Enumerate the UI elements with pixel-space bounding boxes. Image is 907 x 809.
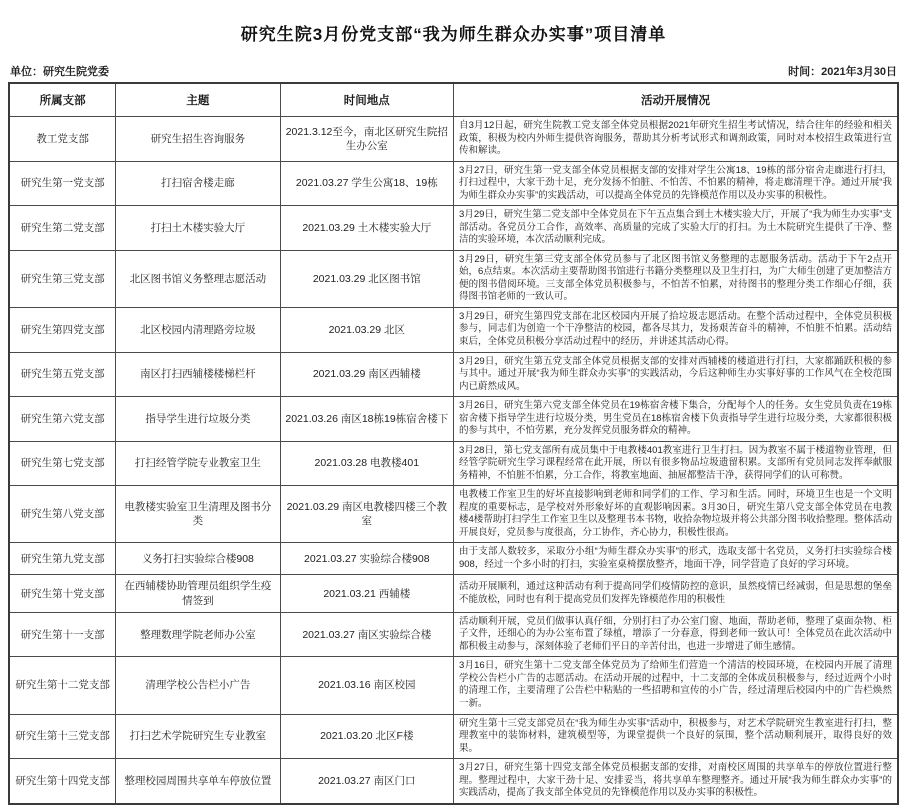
theme-cell: 整理校园周围共享单车停放位置 <box>116 759 280 804</box>
theme-cell: 电教楼实验室卫生清理及图书分类 <box>116 486 280 543</box>
time-place-cell: 2021.03.29 南区西辅楼 <box>280 352 453 397</box>
table-row <box>9 161 898 206</box>
table-row <box>9 397 898 442</box>
table-header-row <box>9 83 898 117</box>
details-cell: 活动顺利开展，党员们做事认真仔细，分别打扫了办公室门窗、地面，帮助老师，整理了桌面杂物、柜子文件，还细心的为办公室布置了绿植，增添了一分春意，得到老师一致认可！全体党员在此次活动中都积极主动参与，深刻体验了老师们平日的辛苦付出，也进一步增进了师生感情。 <box>453 612 898 657</box>
time-place-cell: 2021.03.16 南区校园 <box>280 657 453 714</box>
details-cell: 3月16日，研究生第十二党支部全体党员为了给师生们营造一个清洁的校园环境，在校园内开展了清理学校公告栏小广告的志愿活动。在活动开展的过程中，十二支部的全体成员积极参与，经过近两个小时的清理工作，主要清理了公告栏中粘贴的一些招聘和宣传的小广告，经过清理后校园内中的广告栏焕然一新。 <box>453 657 898 714</box>
details-cell: 3月27日，研究生第一党支部全体党员根据支部的安排对学生公寓18、19栋的部分宿舍走廊进行打扫，打扫过程中，大家干劲十足，充分发扬不怕脏、不怕苦、不怕累的精神，将走廊清理干净。通过开展“我为师生群众办实事”的实践活动，可以提高全体党员的先锋模范作用以及办实事的积极性。 <box>453 161 898 206</box>
details-cell: 3月28日，第七党支部所有成员集中于电教楼401教室进行卫生打扫。因为教室不属于楼道物业管理，但经管学院研究生学习课程经常在此开展，所以有很多物品垃圾遗留积累。支部所有党员同志发挥奉献服务精神，不怕脏不怕累，分工合作，将教室地面、抽屉都整洁干净，获得同学们的认可称赞。 <box>453 441 898 486</box>
branch-cell: 研究生第十三党支部 <box>9 714 116 759</box>
header-details: 活动开展情况 <box>453 83 898 117</box>
time-place-cell: 2021.3.12至今，南北区研究生院招生办公室 <box>280 117 453 162</box>
branch-cell: 研究生第三党支部 <box>9 250 116 307</box>
details-cell: 活动开展顺利，通过这种活动有利于提高同学们疫情防控的意识，虽然疫情已经减弱，但是思想的堡垒不能放松，同时也有利于提高党员们发挥先锋模范作用的积极性 <box>453 575 898 612</box>
time-place-cell: 2021.03.29 北区 <box>280 307 453 352</box>
time-place-cell: 2021.03.20 北区F楼 <box>280 714 453 759</box>
branch-cell: 研究生第一党支部 <box>9 161 116 206</box>
time-place-cell: 2021.03.26 南区18栋19栋宿舍楼下 <box>280 397 453 442</box>
meta-row <box>8 63 899 82</box>
time-place-cell: 2021.03.27 南区实验综合楼 <box>280 612 453 657</box>
time-place-cell: 2021.03.21 西辅楼 <box>280 575 453 612</box>
branch-cell: 研究生第六党支部 <box>9 397 116 442</box>
branch-cell: 研究生第十党支部 <box>9 575 116 612</box>
theme-cell: 义务打扫实验综合楼908 <box>116 543 280 575</box>
table-row <box>9 657 898 714</box>
time-place-cell: 2021.03.27 南区门口 <box>280 759 453 804</box>
table-row <box>9 612 898 657</box>
theme-cell: 整理数理学院老师办公室 <box>116 612 280 657</box>
time-place-cell: 2021.03.29 北区图书馆 <box>280 250 453 307</box>
header-branch: 所属支部 <box>9 83 116 117</box>
table-row <box>9 441 898 486</box>
time-place-cell: 2021.03.29 土木楼实验大厅 <box>280 206 453 251</box>
details-cell: 3月29日，研究生第二党支部中全体党员在下午五点集合到土木楼实验大厅，开展了“我为师生办实事”支部活动。各党员分工合作，高效率、高质量的完成了实验大厅的打扫。为土木院研究生提供了干净、整洁的实验环境，本次活动顺利完成。 <box>453 206 898 251</box>
time-place-cell: 2021.03.27 实验综合楼908 <box>280 543 453 575</box>
details-cell: 3月29日，研究生第三党支部全体党员参与了北区图书馆义务整理的志愿服务活动。活动于下午2点开始，6点结束。本次活动主要帮助图书馆进行书籍分类整理以及卫生打扫，为广大师生创建了更加整洁方便的图书借阅环境。三支部全体党员积极参与，不怕苦不怕累，对待图书的整理分类工作细心仔细，获得图书馆老师的一致认可。 <box>453 250 898 307</box>
table-row <box>9 714 898 759</box>
page-title: 研究生院3月份党支部“我为师生群众办实事”项目清单 <box>240 25 667 44</box>
date-label: 时间：2021年3月30日 <box>788 66 897 78</box>
theme-cell: 打扫艺术学院研究生专业教室 <box>116 714 280 759</box>
branch-cell: 研究生第二党支部 <box>9 206 116 251</box>
details-cell: 研究生第十三党支部党员在“我为师生办实事”活动中，积极参与，对艺术学院研究生教室进行打扫，整理教室中的装饰材料，建筑模型等，为课堂提供一个良好的氛围，整个活动顺利展开，取得良好的效果。 <box>453 714 898 759</box>
header-theme: 主题 <box>116 83 280 117</box>
time-place-cell: 2021.03.27 学生公寓18、19栋 <box>280 161 453 206</box>
branch-cell: 研究生第十一支部 <box>9 612 116 657</box>
branch-cell: 研究生第九党支部 <box>9 543 116 575</box>
branch-cell: 研究生第十四党支部 <box>9 759 116 804</box>
table-row <box>9 575 898 612</box>
unit-label: 单位：研究生院党委 <box>10 66 109 78</box>
theme-cell: 打扫宿舍楼走廊 <box>116 161 280 206</box>
branch-cell: 研究生第八党支部 <box>9 486 116 543</box>
table-row <box>9 759 898 804</box>
table-row <box>9 250 898 307</box>
theme-cell: 研究生招生咨询服务 <box>116 117 280 162</box>
theme-cell: 指导学生进行垃圾分类 <box>116 397 280 442</box>
table-row <box>9 206 898 251</box>
project-table <box>8 82 899 805</box>
branch-cell: 教工党支部 <box>9 117 116 162</box>
details-cell: 自3月12日起，研究生院教工党支部全体党员根据2021年研究生招生考试情况，结合往年的经验和相关政策，积极为校内外师生提供咨询服务，帮助其分析考试形式和调剂政策，同时对本校招生政策进行宣传和解读。 <box>453 117 898 162</box>
theme-cell: 南区打扫西辅楼楼梯栏杆 <box>116 352 280 397</box>
table-row <box>9 352 898 397</box>
details-cell: 由于支部人数较多，采取分小组“为师生群众办实事”的形式，选取支部十名党员，义务打扫实验综合楼908，经过一个多小时的打扫，实验室桌椅摆放整齐，地面干净，同学营造了良好的学习环境。 <box>453 543 898 575</box>
branch-cell: 研究生第七党支部 <box>9 441 116 486</box>
branch-cell: 研究生第五党支部 <box>9 352 116 397</box>
time-place-cell: 2021.03.28 电教楼401 <box>280 441 453 486</box>
details-cell: 3月29日，研究生第四党支部在北区校园内开展了拾垃圾志愿活动。在整个活动过程中，全体党员积极参与，同志们为创造一个干净整洁的校园，都各尽其力，发扬艰苦奋斗的精神，不怕脏不怕累。活动结束后，全体党员积极分享活动过程中的经历，并讲述其活动心得。 <box>453 307 898 352</box>
table-row <box>9 117 898 162</box>
details-cell: 3月27日，研究生第十四党支部全体党员根据支部的安排，对南校区周围的共享单车的停放位置进行整理。整理过程中，大家干劲十足、安排妥当，将共享单车整理整齐。通过开展“我为师生群众办实事”的实践活动，提高了我支部全体党员的先锋模范作用以及办实事的积极性。 <box>453 759 898 804</box>
theme-cell: 打扫土木楼实验大厅 <box>116 206 280 251</box>
branch-cell: 研究生第四党支部 <box>9 307 116 352</box>
time-place-cell: 2021.03.29 南区电教楼四楼三个教室 <box>280 486 453 543</box>
theme-cell: 清理学校公告栏小广告 <box>116 657 280 714</box>
details-cell: 3月26日，研究生第六党支部全体党员在19栋宿舍楼下集合，分配每个人的任务。女生党员负责在19栋宿舍楼下指导学生进行垃圾分类，男生党员在18栋宿舍楼下负责指导学生进行垃圾分类，大家都很积极的参与其中，不怕劳累，充分发挥党员服务群众的精神。 <box>453 397 898 442</box>
details-cell: 电教楼工作室卫生的好坏直接影响到老师和同学们的工作、学习和生活。同时，环境卫生也是一个文明程度的重要标志，是学校对外形象好坏的直观影响因素。3月30日，研究生第八党支部全体党员在电教楼4楼帮助打扫学生工作室卫生以及整理书本书物，收拾杂物垃圾并将公共部分图书收拾整理。整体活动开展良好，党员参与度很高，分工协作，齐心协力，积极性很高。 <box>453 486 898 543</box>
theme-cell: 打扫经管学院专业教室卫生 <box>116 441 280 486</box>
theme-cell: 北区图书馆义务整理志愿活动 <box>116 250 280 307</box>
branch-cell: 研究生第十二党支部 <box>9 657 116 714</box>
theme-cell: 在西辅楼协助管理员组织学生疫情签到 <box>116 575 280 612</box>
table-row <box>9 486 898 543</box>
table-row <box>9 307 898 352</box>
details-cell: 3月29日，研究生第五党支部全体党员根据支部的安排对西辅楼的楼道进行打扫，大家都踊跃积极的参与其中。通过开展“我为师生群众办实事”的实践活动，今后这种师生办实事好事的工作风气在全校范围内已蔚然成风。 <box>453 352 898 397</box>
header-time-place: 时间地点 <box>280 83 453 117</box>
table-row <box>9 543 898 575</box>
theme-cell: 北区校园内清理路旁垃圾 <box>116 307 280 352</box>
